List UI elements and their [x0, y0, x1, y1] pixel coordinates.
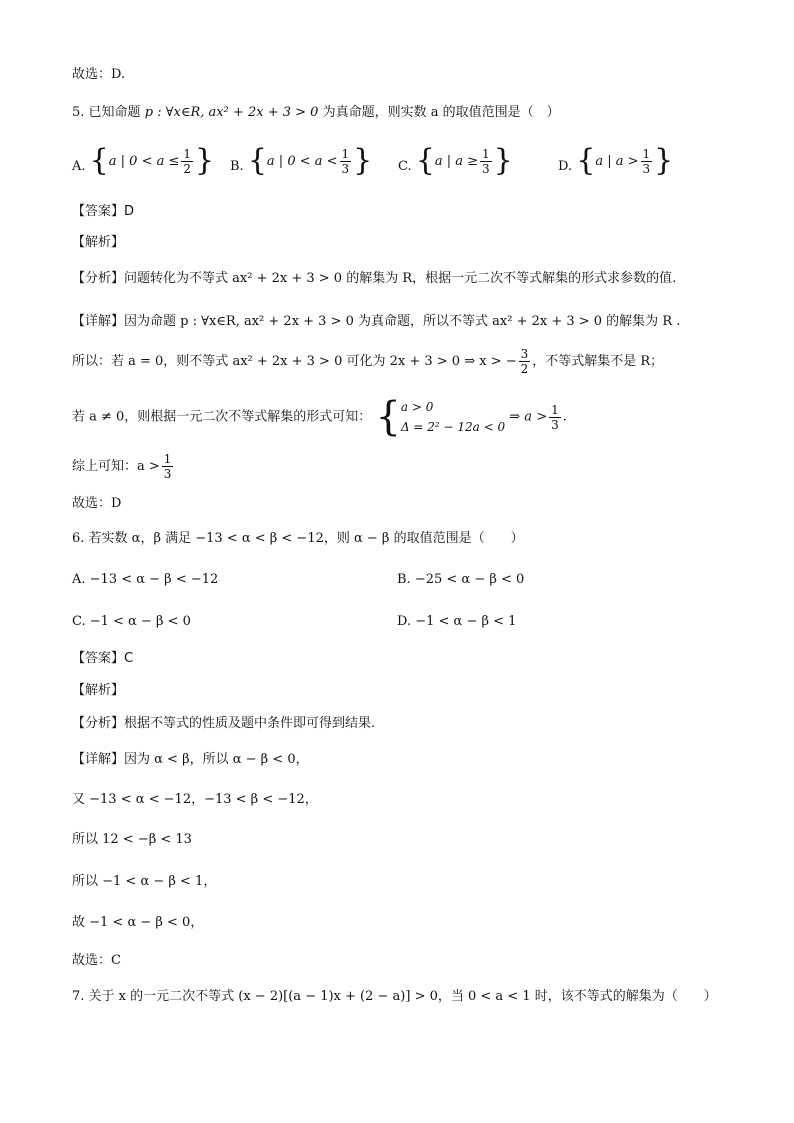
q6-option-a: A. −13 < α − β < −12 — [72, 572, 219, 587]
q5-answer: 【答案】D — [72, 204, 135, 219]
q5-option-b-num: 1 — [341, 146, 350, 161]
q6-answer: 【答案】C — [72, 651, 134, 666]
q5-option-b-expr: a | 0 < a < — [266, 153, 338, 169]
q5-prefix: 5. 已知命题 — [72, 105, 141, 120]
q6-step-4: 故 −1 < α − β < 0， — [72, 915, 204, 930]
q5-conclusion-den: 3 — [163, 467, 172, 481]
q5-case-zero — [72, 347, 663, 376]
q6-final: 故选：C — [72, 953, 121, 968]
q6-step-3: 所以 −1 < α − β < 1， — [72, 874, 217, 889]
q5-suffix: 为真命题，则实数 a 的取值范围是（ ） — [322, 105, 560, 120]
q5-option-d: D. { a | a > $\frac{1}{3}$ } — [558, 143, 674, 178]
q6-step-2: 所以 12 < −β < 13 — [72, 832, 192, 847]
q5-option-b-label: B. — [230, 159, 244, 174]
q6-analysis-title: 【解析】 — [72, 683, 125, 698]
q5-option-d-den: 3 — [642, 161, 651, 176]
answer-choice-prev: 故选：D. — [72, 67, 126, 82]
q5-option-a-expr: a | 0 < a ≤ — [108, 153, 180, 169]
q5-case-zero-den: 2 — [520, 362, 529, 376]
q5-option-d-num: 1 — [642, 146, 651, 161]
q5-option-d-expr: a | a > — [595, 153, 639, 169]
q5-final: 故选：D — [72, 496, 122, 511]
q5-case-nonzero-den: 3 — [551, 417, 559, 432]
q5-system-row1: a > 0 — [400, 400, 434, 414]
q5-case-nonzero-prefix: 若 a ≠ 0，则根据一元二次不等式解集的形式可知： — [72, 409, 372, 425]
q5-option-b-den: 3 — [341, 161, 350, 176]
q5-conclusion-num: 1 — [163, 452, 172, 466]
q5-option-c-label: C. — [398, 159, 412, 174]
q5-option-c-num: 1 — [482, 146, 490, 161]
q5-xiangjie-tag: 【详解】 — [72, 314, 125, 329]
q5-option-c-den: 3 — [482, 161, 490, 176]
q5-fenxi-text: 问题转化为不等式 ax² + 2x + 3 > 0 的解集为 R，根据一元二次不等式解集的形式求参数的值. — [124, 271, 677, 286]
q5-system-row2: Δ = 2² − 12a < 0 — [400, 420, 506, 434]
q5-case-zero-prefix: 所以：若 a = 0，则不等式 ax² + 2x + 3 > 0 可化为 2x + 3 > 0 ⇒ x > − — [72, 354, 517, 369]
q6-xiangjie: 【详解】因为 α < β，所以 α − β < 0， — [72, 752, 309, 767]
q6-step-1: 又 −13 < α < −12，−13 < β < −12， — [72, 792, 318, 807]
q5-option-c-expr: a | a ≥ — [434, 153, 479, 169]
q5-conclusion — [72, 452, 175, 481]
q5-option-a: A. { a | 0 < a ≤ $\frac{1}{2}$ } — [72, 143, 215, 178]
q5-option-c: C. { a | a ≥ $\frac{1}{3}$ } — [398, 143, 513, 178]
q5-fenxi — [72, 270, 676, 288]
q5-xiangjie — [72, 313, 680, 331]
q5-case-nonzero-arrow: ⇒ a > — [509, 409, 548, 425]
q5-fenxi-tag: 【分析】 — [72, 271, 125, 286]
q5-case-zero-num: 3 — [520, 347, 529, 361]
q6-option-b: B. −25 < α − β < 0 — [397, 572, 525, 587]
q5-analysis-title: 【解析】 — [72, 235, 125, 250]
q5-option-a-label: A. — [72, 159, 86, 174]
q5-option-a-den: 2 — [183, 161, 192, 176]
q5-option-b: B. { a | 0 < a < $\frac{1}{3}$ } — [230, 143, 373, 178]
q6-fenxi: 【分析】根据不等式的性质及题中条件即可得到结果. — [72, 716, 376, 731]
q5-case-nonzero-end: . — [562, 409, 567, 425]
q5-option-a-num: 1 — [183, 146, 192, 161]
q5-case-zero-suffix: ，不等式解集不是 R； — [532, 354, 664, 369]
q5-option-d-label: D. — [558, 159, 573, 174]
q6-option-d: D. −1 < α − β < 1 — [397, 614, 517, 629]
question-5-stem — [72, 104, 560, 122]
q5-case-nonzero — [72, 394, 567, 440]
question-7-stem: 7. 关于 x 的一元二次不等式 (x − 2)[(a − 1)x + (2 − a)] > 0，当 0 < a < 1 时，该不等式的解集为（ ） — [72, 989, 717, 1004]
q5-system: { a > 0 Δ = 2² − 12a < 0 — [375, 394, 506, 440]
q5-math: p : ∀x∈R, ax² + 2x + 3 > 0 — [144, 105, 319, 120]
question-6-stem: 6. 若实数 α，β 满足 −13 < α < β < −12，则 α − β 的取值范围是（ ） — [72, 531, 524, 546]
q5-case-nonzero-num: 1 — [551, 402, 559, 417]
q5-xiangjie-text: 因为命题 p : ∀x∈R, ax² + 2x + 3 > 0 为真命题，所以不等式 ax² + 2x + 3 > 0 的解集为 R . — [124, 314, 681, 329]
q6-option-c: C. −1 < α − β < 0 — [72, 614, 191, 629]
q5-conclusion-prefix: 综上可知：a > — [72, 459, 160, 474]
